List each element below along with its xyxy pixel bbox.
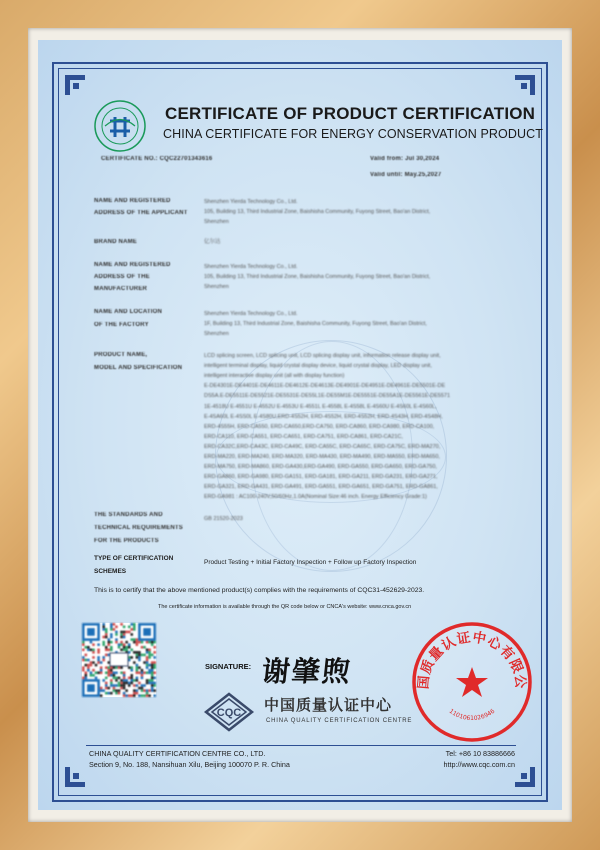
corner-ornament-top-right bbox=[514, 74, 536, 96]
standards-value: GB 21520-2023 bbox=[204, 516, 243, 522]
qr-code[interactable] bbox=[82, 623, 156, 697]
standards-label-line2: TECHNICAL REQUIREMENTS bbox=[94, 525, 183, 531]
manufacturer-label-line1: NAME AND REGISTERED bbox=[94, 262, 171, 268]
certificate-subtitle: CHINA CERTIFICATE FOR ENERGY CONSERVATION PRODUCT bbox=[163, 127, 543, 141]
footer-address: Section 9, No. 188, Nansihuan Xilu, Beijing 100070 P. R. China bbox=[89, 760, 290, 769]
signature: 谢肇煦 bbox=[260, 655, 354, 688]
certification-statement: This is to certify that the above mentioned product(s) complies with the requirements of CQC31-452629-2023. bbox=[94, 587, 425, 594]
cqc-logo bbox=[198, 690, 260, 734]
product-model-line: ERD-4S55H, ERD-CA550, ERD-CA650,ERD-CA750, ERD-CA860, ERD-CA980, ERD-CA100, bbox=[204, 423, 435, 430]
corner-ornament-top-left bbox=[64, 74, 86, 96]
brand-label: BRAND NAME bbox=[94, 239, 137, 245]
product-label-line1: PRODUCT NAME, bbox=[94, 352, 148, 358]
svg-text:中国质量认证中心有限公司: 国质量认证中心有限公 bbox=[415, 629, 529, 690]
factory-address-line2: Shenzhen bbox=[204, 331, 229, 337]
certificate-title: CERTIFICATE OF PRODUCT CERTIFICATION bbox=[165, 104, 536, 123]
footer-divider bbox=[86, 745, 516, 746]
manufacturer-label-line2: ADDRESS OF THE bbox=[94, 274, 150, 280]
manufacturer-label-line3: MANUFACTURER bbox=[94, 286, 148, 292]
product-model-line: 1E-4518U E-4551U E-4552U E-4553U E-4551L E-4558L E-4S58L E-4S60U E-4S60L E-4S60L, bbox=[204, 403, 437, 410]
signature-label: SIGNATURE: bbox=[205, 662, 252, 671]
valid-from: Valid from: Jul 30,2024 bbox=[370, 156, 440, 162]
product-model-line: ERD-MA750, ERD-MA860, ERD-GA430,ERD-GA490, ERD-GA550, ERD-GA650, ERD-GA750, bbox=[204, 464, 437, 471]
manufacturer-address-line1: 105, Building 13, Third Industrial Zone, Baishisha Community, Fuyong Street, Bao'an District, bbox=[204, 274, 431, 280]
footer-organization: CHINA QUALITY CERTIFICATION CENTRE CO., LTD. bbox=[89, 749, 266, 758]
scheme-label-line2: SCHEMES bbox=[94, 568, 127, 575]
cqc-name-chinese: 中国质量认证中心 bbox=[264, 697, 393, 714]
product-model-line: ERD-GA981 : AC100-240V,50/60Hz,1.0A(Nominal Size:46 inch. Energy Efficiency Grade:1) bbox=[204, 494, 427, 501]
scheme-value: Product Testing + Initial Factory Inspection + Follow up Factory Inspection bbox=[204, 559, 417, 566]
footer-telephone: Tel: +86 10 83886666 bbox=[445, 749, 515, 758]
brand-value: 亿尔达 bbox=[204, 239, 221, 245]
product-model-line: ERD-CA110, ERD-CA551, ERD-CA651, ERD-CA751, ERD-CA861, ERD-CA21C, bbox=[204, 433, 403, 440]
product-model-line: E-4SA60L E-4SS0L E-4S80U,ERD-4S52H, ERD-4S52H, ERD-4S52H, ERD-4S43H, ERD-4S48H, bbox=[204, 413, 443, 420]
product-label-line2: MODEL AND SPECIFICATION bbox=[94, 365, 183, 371]
factory-address-line1: 1F, Building 13, Third Industrial Zone, Baishisha Community, Fuyong Street, Bao'an District, bbox=[204, 321, 427, 327]
applicant-label-line1: NAME AND REGISTERED bbox=[94, 198, 171, 204]
manufacturer-address-line2: Shenzhen bbox=[204, 284, 229, 290]
applicant-name: Shenzhen Yierda Technology Co., Ltd. bbox=[204, 199, 298, 205]
corner-ornament-bottom-left bbox=[64, 766, 86, 788]
product-model-line: ERD-GA860, ERD-GA980, ERD-GA151, ERD-GA181, ERD-GA211, ERD-GA231, ERD-GA271, bbox=[204, 474, 438, 481]
energy-conservation-logo bbox=[93, 99, 147, 153]
product-model-line: E-DE4301E-DE4401E-DE4611E-DE4612E-DE4613E-DE4901E-DE4951E-DE4961E-DE5501E-DE bbox=[204, 383, 446, 390]
svg-text:CQC: CQC bbox=[216, 707, 242, 719]
factory-name: Shenzhen Yierda Technology Co., Ltd. bbox=[204, 311, 298, 317]
manufacturer-name: Shenzhen Yierda Technology Co., Ltd. bbox=[204, 264, 298, 270]
info-line: The certificate information is available through the QR code below or CNCA's website: www.cnca.gov.cn bbox=[158, 604, 412, 610]
factory-label-line1: NAME AND LOCATION bbox=[94, 309, 163, 315]
applicant-address-line1: 105, Building 13, Third Industrial Zone, Baishisha Community, Fuyong Street, Bao'an District, bbox=[204, 209, 431, 215]
standards-label-line3: FOR THE PRODUCTS bbox=[94, 538, 159, 544]
official-seal bbox=[410, 620, 534, 744]
product-model-line: ERD-CA32C,ERD-CA43C, ERD-CA49C, ERD-CA55C, ERD-CA65C, ERD-CA75C, ERD-MA270, bbox=[204, 443, 441, 450]
product-model-line: intelligent interactive display unit (all with display function) bbox=[204, 373, 345, 380]
product-model-line: LCD splicing screen, LCD splicing unit, LCD splicing display unit, information release display unit, bbox=[204, 353, 441, 359]
product-model-line: DS5A.E-DE5511E-DE5521E-DE5531E-DE55L1E-DE55M1E-DE5551E-DE55A1E-DE5561E-DE5571 bbox=[204, 393, 451, 400]
applicant-label-line2: ADDRESS OF THE APPLICANT bbox=[94, 210, 188, 216]
corner-ornament-bottom-right bbox=[514, 766, 536, 788]
factory-label-line2: OF THE FACTORY bbox=[94, 322, 149, 328]
applicant-address-line2: Shenzhen bbox=[204, 219, 229, 225]
scheme-label-line1: TYPE OF CERTIFICATION bbox=[94, 555, 174, 562]
product-model-line: ERD-MA220, ERD-MA240, ERD-MA320, ERD-MA430, ERD-MA490, ERD-MA550, ERD-MA650, bbox=[204, 454, 440, 460]
product-model-line: intelligent terminal display, liquid crystal display device, liquid crystal display, LED display unit, bbox=[204, 363, 432, 370]
standards-label-line1: THE STANDARDS AND bbox=[94, 512, 163, 518]
cqc-name-english: CHINA QUALITY CERTIFICATION CENTRE bbox=[266, 718, 413, 724]
footer-website[interactable]: http://www.cqc.com.cn bbox=[443, 760, 515, 769]
svg-text:1101061026946: 1101061026946 bbox=[447, 707, 497, 723]
valid-until: Valid until: May.25,2027 bbox=[370, 172, 442, 178]
product-model-line: ERD-GA321, ERD-GA431, ERD-GA491, ERD-GA551, ERD-GA651, ERD-GA751, ERD-GA861, bbox=[204, 484, 438, 491]
certificate-number: CERTIFICATE NO.: CQC22701343616 bbox=[101, 156, 213, 162]
